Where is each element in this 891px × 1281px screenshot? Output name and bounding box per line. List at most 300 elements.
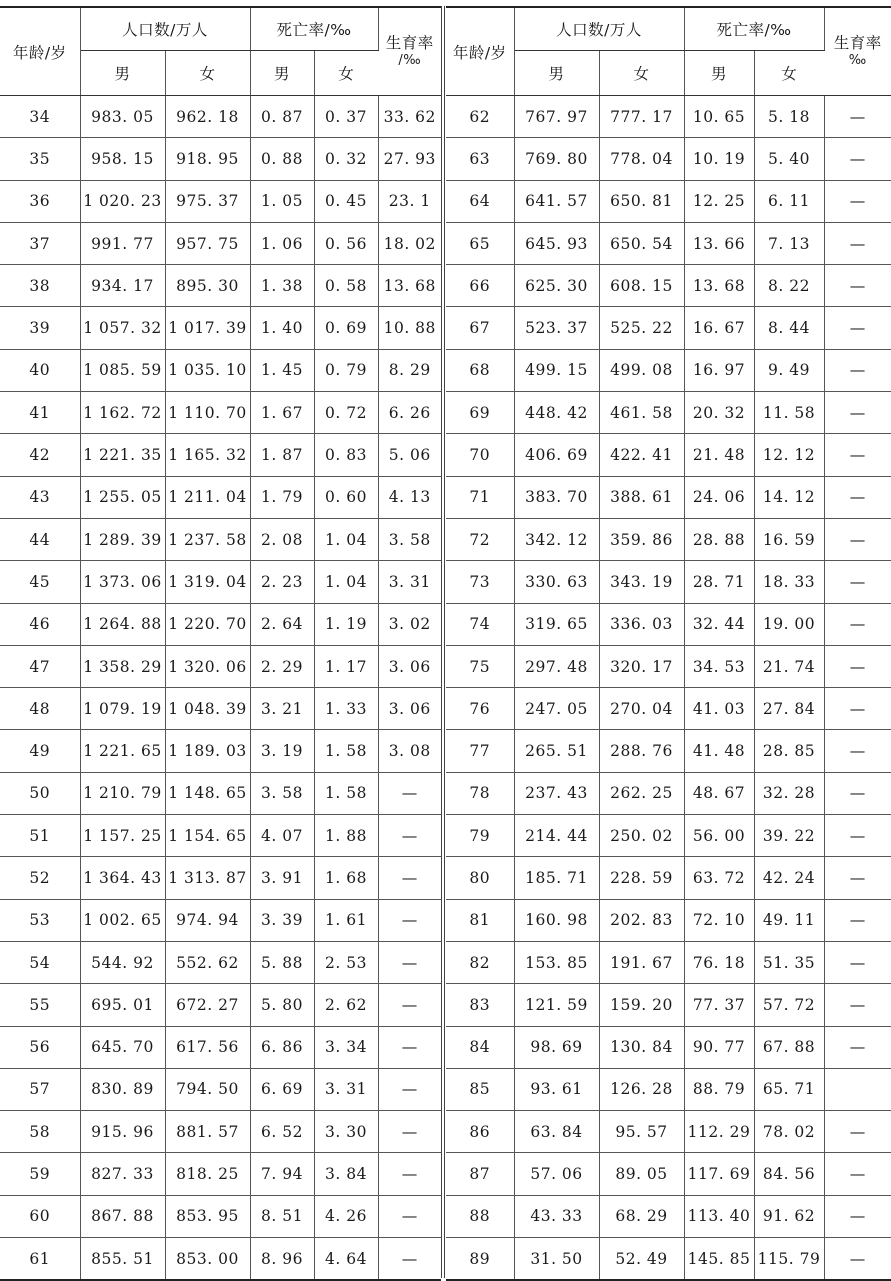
mortality-male-cell: 4. 07 [250, 815, 314, 857]
population-male-cell: 1 364. 43 [80, 857, 165, 899]
fertility-cell: — [378, 772, 441, 814]
population-female-cell: 1 110. 70 [165, 392, 250, 434]
population-male-cell: 1 210. 79 [80, 772, 165, 814]
table-row [446, 138, 891, 180]
table-row [446, 645, 891, 687]
fertility-header [824, 7, 891, 96]
fertility-cell: — [378, 815, 441, 857]
population-female-cell: 159. 20 [599, 984, 684, 1026]
population-female-cell: 525. 22 [599, 307, 684, 349]
mortality-female-cell: 6. 11 [754, 180, 824, 222]
mortality-female-cell: 1. 61 [314, 899, 378, 941]
population-male-cell: 915. 96 [80, 1111, 165, 1153]
mortality-male-cell: 2. 23 [250, 561, 314, 603]
population-male-cell: 265. 51 [514, 730, 599, 772]
population-female-cell: 1 237. 58 [165, 518, 250, 560]
age-cell: 45 [0, 561, 80, 603]
mortality-female-cell: 12. 12 [754, 434, 824, 476]
age-cell: 88 [446, 1195, 514, 1237]
population-female-cell: 1 048. 39 [165, 688, 250, 730]
age-cell: 47 [0, 645, 80, 687]
fertility-cell: 33. 62 [378, 96, 441, 138]
population-male-cell: 827. 33 [80, 1153, 165, 1195]
population-male-cell: 330. 63 [514, 561, 599, 603]
fertility-cell: — [378, 1153, 441, 1195]
mortality-male-cell: 6. 86 [250, 1026, 314, 1068]
fertility-cell: 4. 13 [378, 476, 441, 518]
population-female-cell: 1 189. 03 [165, 730, 250, 772]
age-cell: 49 [0, 730, 80, 772]
mortality-male-cell: 1. 40 [250, 307, 314, 349]
mortality-male-cell: 1. 87 [250, 434, 314, 476]
mortality-female-cell: 1. 58 [314, 772, 378, 814]
population-male-cell: 1 255. 05 [80, 476, 165, 518]
population-male-cell: 1 221. 35 [80, 434, 165, 476]
age-cell: 46 [0, 603, 80, 645]
table-row [446, 349, 891, 391]
mort-female-header: 女 [754, 51, 824, 96]
mortality-female-cell: 0. 32 [314, 138, 378, 180]
fertility-cell: — [824, 984, 891, 1026]
table-row [446, 1026, 891, 1068]
mortality-male-cell: 1. 45 [250, 349, 314, 391]
population-male-cell: 1 358. 29 [80, 645, 165, 687]
table-row [0, 899, 441, 941]
mortality-male-cell: 3. 39 [250, 899, 314, 941]
mortality-male-cell: 3. 91 [250, 857, 314, 899]
mortality-female-cell: 0. 79 [314, 349, 378, 391]
fertility-cell: — [378, 1026, 441, 1068]
table-row [446, 1068, 891, 1110]
age-cell: 75 [446, 645, 514, 687]
population-female-cell: 962. 18 [165, 96, 250, 138]
age-cell: 42 [0, 434, 80, 476]
population-male-cell: 160. 98 [514, 899, 599, 941]
table-row [0, 518, 441, 560]
age-cell: 43 [0, 476, 80, 518]
population-female-cell: 1 154. 65 [165, 815, 250, 857]
mortality-male-cell: 90. 77 [684, 1026, 754, 1068]
table-row [0, 1238, 441, 1281]
mortality-female-cell: 11. 58 [754, 392, 824, 434]
population-female-cell: 957. 75 [165, 222, 250, 264]
fertility-cell: — [824, 1195, 891, 1237]
population-female-cell: 672. 27 [165, 984, 250, 1026]
fertility-cell: 8. 29 [378, 349, 441, 391]
population-female-cell: 228. 59 [599, 857, 684, 899]
mortality-female-cell: 3. 84 [314, 1153, 378, 1195]
population-female-cell: 359. 86 [599, 518, 684, 560]
mortality-female-cell: 78. 02 [754, 1111, 824, 1153]
table-row [446, 603, 891, 645]
mortality-male-cell: 2. 08 [250, 518, 314, 560]
age-cell: 89 [446, 1238, 514, 1281]
mortality-male-cell: 28. 71 [684, 561, 754, 603]
mortality-female-cell: 0. 72 [314, 392, 378, 434]
population-female-cell: 794. 50 [165, 1068, 250, 1110]
table-row [446, 815, 891, 857]
table-row [446, 688, 891, 730]
population-female-cell: 52. 49 [599, 1238, 684, 1281]
population-male-cell: 641. 57 [514, 180, 599, 222]
age-cell: 66 [446, 265, 514, 307]
age-cell: 84 [446, 1026, 514, 1068]
population-female-cell: 552. 62 [165, 941, 250, 983]
mortality-female-cell: 84. 56 [754, 1153, 824, 1195]
mortality-female-cell: 1. 04 [314, 561, 378, 603]
population-male-cell: 98. 69 [514, 1026, 599, 1068]
fertility-cell: 3. 06 [378, 645, 441, 687]
mortality-male-cell: 3. 58 [250, 772, 314, 814]
population-female-cell: 126. 28 [599, 1068, 684, 1110]
mortality-female-cell: 4. 64 [314, 1238, 378, 1281]
mortality-female-cell: 27. 84 [754, 688, 824, 730]
age-cell: 60 [0, 1195, 80, 1237]
mortality-female-cell: 0. 69 [314, 307, 378, 349]
population-male-cell: 1 221. 65 [80, 730, 165, 772]
fertility-cell: — [824, 307, 891, 349]
age-cell: 65 [446, 222, 514, 264]
mortality-female-cell: 1. 04 [314, 518, 378, 560]
mortality-female-cell: 3. 34 [314, 1026, 378, 1068]
age-cell: 82 [446, 941, 514, 983]
age-cell: 73 [446, 561, 514, 603]
age-cell: 35 [0, 138, 80, 180]
table-row [0, 265, 441, 307]
age-cell: 59 [0, 1153, 80, 1195]
population-male-cell: 983. 05 [80, 96, 165, 138]
mortality-male-cell: 0. 87 [250, 96, 314, 138]
mortality-male-cell: 41. 48 [684, 730, 754, 772]
age-header: 年龄/岁 [446, 7, 514, 96]
population-male-cell: 991. 77 [80, 222, 165, 264]
mortality-male-cell: 5. 88 [250, 941, 314, 983]
population-male-cell: 31. 50 [514, 1238, 599, 1281]
population-male-cell: 43. 33 [514, 1195, 599, 1237]
mortality-male-cell: 3. 21 [250, 688, 314, 730]
mortality-male-cell: 10. 19 [684, 138, 754, 180]
population-male-cell: 934. 17 [80, 265, 165, 307]
mortality-female-cell: 51. 35 [754, 941, 824, 983]
mortality-female-cell: 7. 13 [754, 222, 824, 264]
fertility-cell: — [824, 603, 891, 645]
fertility-header-line2: ‰ [825, 53, 891, 69]
fertility-header-line2: /‰ [379, 53, 442, 69]
mortality-male-cell: 63. 72 [684, 857, 754, 899]
mortality-male-cell: 113. 40 [684, 1195, 754, 1237]
population-female-cell: 608. 15 [599, 265, 684, 307]
fertility-cell: — [824, 1111, 891, 1153]
age-cell: 63 [446, 138, 514, 180]
population-female-cell: 778. 04 [599, 138, 684, 180]
mortality-header: 死亡率/‰ [684, 7, 824, 51]
population-male-cell: 1 057. 32 [80, 307, 165, 349]
table-row [446, 1238, 891, 1281]
population-male-cell: 185. 71 [514, 857, 599, 899]
population-female-cell: 1 319. 04 [165, 561, 250, 603]
table-row [0, 392, 441, 434]
mortality-female-cell: 49. 11 [754, 899, 824, 941]
mortality-male-cell: 1. 67 [250, 392, 314, 434]
table-row [0, 1111, 441, 1153]
population-female-cell: 617. 56 [165, 1026, 250, 1068]
mortality-female-cell: 3. 31 [314, 1068, 378, 1110]
mortality-male-cell: 20. 32 [684, 392, 754, 434]
population-male-cell: 1 002. 65 [80, 899, 165, 941]
mortality-female-cell: 65. 71 [754, 1068, 824, 1110]
mortality-female-cell: 5. 18 [754, 96, 824, 138]
age-cell: 74 [446, 603, 514, 645]
mortality-female-cell: 14. 12 [754, 476, 824, 518]
pop-female-header: 女 [599, 51, 684, 96]
population-male-cell: 93. 61 [514, 1068, 599, 1110]
fertility-cell: 3. 06 [378, 688, 441, 730]
table-row [446, 941, 891, 983]
table-row [446, 476, 891, 518]
age-cell: 61 [0, 1238, 80, 1281]
mortality-male-cell: 56. 00 [684, 815, 754, 857]
age-cell: 58 [0, 1111, 80, 1153]
mortality-male-cell: 112. 29 [684, 1111, 754, 1153]
population-male-cell: 383. 70 [514, 476, 599, 518]
population-female-cell: 650. 54 [599, 222, 684, 264]
table-row [446, 561, 891, 603]
table-row [446, 857, 891, 899]
population-female-cell: 130. 84 [599, 1026, 684, 1068]
mortality-male-cell: 1. 79 [250, 476, 314, 518]
mortality-male-cell: 6. 52 [250, 1111, 314, 1153]
table-row [446, 772, 891, 814]
population-female-cell: 777. 17 [599, 96, 684, 138]
table-row [446, 518, 891, 560]
population-female-cell: 95. 57 [599, 1111, 684, 1153]
fertility-cell: 10. 88 [378, 307, 441, 349]
population-male-cell: 767. 97 [514, 96, 599, 138]
fertility-header-line1: 生育率 [825, 34, 891, 53]
mortality-female-cell: 1. 88 [314, 815, 378, 857]
mortality-male-cell: 8. 51 [250, 1195, 314, 1237]
mortality-female-cell: 2. 53 [314, 941, 378, 983]
population-female-cell: 853. 00 [165, 1238, 250, 1281]
age-cell: 76 [446, 688, 514, 730]
table-row [0, 857, 441, 899]
mortality-male-cell: 76. 18 [684, 941, 754, 983]
fertility-cell: — [824, 645, 891, 687]
fertility-cell: 3. 31 [378, 561, 441, 603]
table-row [0, 434, 441, 476]
mortality-female-cell: 0. 83 [314, 434, 378, 476]
table-row [0, 180, 441, 222]
fertility-cell: — [378, 1238, 441, 1281]
table-row [0, 1068, 441, 1110]
age-cell: 81 [446, 899, 514, 941]
population-header: 人口数/万人 [80, 7, 250, 51]
fertility-cell: — [824, 688, 891, 730]
mortality-male-cell: 16. 97 [684, 349, 754, 391]
age-cell: 69 [446, 392, 514, 434]
population-female-cell: 288. 76 [599, 730, 684, 772]
age-cell: 34 [0, 96, 80, 138]
age-cell: 87 [446, 1153, 514, 1195]
population-male-cell: 645. 93 [514, 222, 599, 264]
mort-male-header: 男 [250, 51, 314, 96]
population-female-cell: 818. 25 [165, 1153, 250, 1195]
population-female-cell: 89. 05 [599, 1153, 684, 1195]
mortality-male-cell: 2. 29 [250, 645, 314, 687]
fertility-cell: — [824, 96, 891, 138]
age-cell: 64 [446, 180, 514, 222]
mortality-male-cell: 6. 69 [250, 1068, 314, 1110]
age-cell: 83 [446, 984, 514, 1026]
mortality-male-cell: 145. 85 [684, 1238, 754, 1281]
population-male-cell: 1 085. 59 [80, 349, 165, 391]
fertility-header [378, 7, 441, 96]
mortality-male-cell: 48. 67 [684, 772, 754, 814]
fertility-cell: — [824, 180, 891, 222]
fertility-cell: — [378, 984, 441, 1026]
fertility-cell: 6. 26 [378, 392, 441, 434]
fertility-cell: 3. 58 [378, 518, 441, 560]
fertility-cell: — [824, 392, 891, 434]
mortality-male-cell: 1. 05 [250, 180, 314, 222]
fertility-cell: 5. 06 [378, 434, 441, 476]
population-male-cell: 1 079. 19 [80, 688, 165, 730]
population-male-cell: 1 157. 25 [80, 815, 165, 857]
population-female-cell: 343. 19 [599, 561, 684, 603]
mortality-female-cell: 39. 22 [754, 815, 824, 857]
table-row [0, 96, 441, 138]
mortality-male-cell: 117. 69 [684, 1153, 754, 1195]
population-female-cell: 895. 30 [165, 265, 250, 307]
mortality-female-cell: 18. 33 [754, 561, 824, 603]
mortality-male-cell: 77. 37 [684, 984, 754, 1026]
pop-female-header: 女 [165, 51, 250, 96]
mortality-female-cell: 1. 17 [314, 645, 378, 687]
fertility-cell: — [378, 857, 441, 899]
age-cell: 40 [0, 349, 80, 391]
population-female-cell: 918. 95 [165, 138, 250, 180]
mortality-male-cell: 88. 79 [684, 1068, 754, 1110]
age-cell: 86 [446, 1111, 514, 1153]
fertility-cell: — [824, 1153, 891, 1195]
mortality-female-cell: 5. 40 [754, 138, 824, 180]
age-cell: 79 [446, 815, 514, 857]
mortality-male-cell: 21. 48 [684, 434, 754, 476]
age-cell: 71 [446, 476, 514, 518]
table-row [0, 688, 441, 730]
mortality-female-cell: 1. 19 [314, 603, 378, 645]
table-row [0, 941, 441, 983]
population-female-cell: 320. 17 [599, 645, 684, 687]
population-female-cell: 250. 02 [599, 815, 684, 857]
population-female-cell: 1 220. 70 [165, 603, 250, 645]
population-female-cell: 1 313. 87 [165, 857, 250, 899]
table-row [0, 603, 441, 645]
fertility-cell: — [824, 772, 891, 814]
mortality-female-cell: 42. 24 [754, 857, 824, 899]
table-row [0, 645, 441, 687]
mortality-female-cell: 0. 37 [314, 96, 378, 138]
fertility-cell: — [824, 730, 891, 772]
population-female-cell: 853. 95 [165, 1195, 250, 1237]
age-cell: 51 [0, 815, 80, 857]
age-cell: 62 [446, 96, 514, 138]
population-female-cell: 881. 57 [165, 1111, 250, 1153]
table-row [446, 1153, 891, 1195]
population-male-cell: 342. 12 [514, 518, 599, 560]
left-table [0, 6, 441, 1281]
age-cell: 68 [446, 349, 514, 391]
mortality-male-cell: 12. 25 [684, 180, 754, 222]
population-male-cell: 695. 01 [80, 984, 165, 1026]
fertility-cell: — [824, 899, 891, 941]
population-female-cell: 202. 83 [599, 899, 684, 941]
mortality-female-cell: 2. 62 [314, 984, 378, 1026]
age-header: 年龄/岁 [0, 7, 80, 96]
mortality-female-cell: 8. 22 [754, 265, 824, 307]
fertility-cell: — [824, 1238, 891, 1281]
age-cell: 85 [446, 1068, 514, 1110]
fertility-cell: 3. 08 [378, 730, 441, 772]
mort-female-header: 女 [314, 51, 378, 96]
population-male-cell: 1 020. 23 [80, 180, 165, 222]
fertility-cell: — [378, 1195, 441, 1237]
age-cell: 72 [446, 518, 514, 560]
mortality-male-cell: 8. 96 [250, 1238, 314, 1281]
age-cell: 55 [0, 984, 80, 1026]
fertility-cell: — [824, 941, 891, 983]
population-female-cell: 1 320. 06 [165, 645, 250, 687]
table-row [446, 1111, 891, 1153]
population-female-cell: 1 211. 04 [165, 476, 250, 518]
fertility-cell: — [824, 518, 891, 560]
fertility-cell: — [824, 1026, 891, 1068]
fertility-cell: — [378, 941, 441, 983]
table-row [446, 392, 891, 434]
fertility-cell: 27. 93 [378, 138, 441, 180]
mortality-header: 死亡率/‰ [250, 7, 378, 51]
mortality-female-cell: 0. 58 [314, 265, 378, 307]
mortality-female-cell: 0. 45 [314, 180, 378, 222]
population-male-cell: 1 264. 88 [80, 603, 165, 645]
fertility-cell: — [378, 1111, 441, 1153]
mortality-female-cell: 0. 56 [314, 222, 378, 264]
pop-male-header: 男 [514, 51, 599, 96]
mortality-male-cell: 1. 06 [250, 222, 314, 264]
fertility-cell: — [378, 1068, 441, 1110]
right-table [446, 6, 891, 1281]
fertility-cell: — [378, 899, 441, 941]
fertility-cell: 23. 1 [378, 180, 441, 222]
population-female-cell: 1 165. 32 [165, 434, 250, 476]
population-male-cell: 237. 43 [514, 772, 599, 814]
pop-male-header: 男 [80, 51, 165, 96]
table-row [0, 1026, 441, 1068]
mortality-female-cell: 28. 85 [754, 730, 824, 772]
population-male-cell: 867. 88 [80, 1195, 165, 1237]
population-male-cell: 769. 80 [514, 138, 599, 180]
mortality-female-cell: 57. 72 [754, 984, 824, 1026]
mortality-female-cell: 21. 74 [754, 645, 824, 687]
table-row [446, 984, 891, 1026]
fertility-cell: — [824, 434, 891, 476]
table-row [0, 307, 441, 349]
mortality-female-cell: 115. 79 [754, 1238, 824, 1281]
mortality-female-cell: 1. 58 [314, 730, 378, 772]
population-male-cell: 121. 59 [514, 984, 599, 1026]
population-male-cell: 830. 89 [80, 1068, 165, 1110]
mortality-male-cell: 1. 38 [250, 265, 314, 307]
